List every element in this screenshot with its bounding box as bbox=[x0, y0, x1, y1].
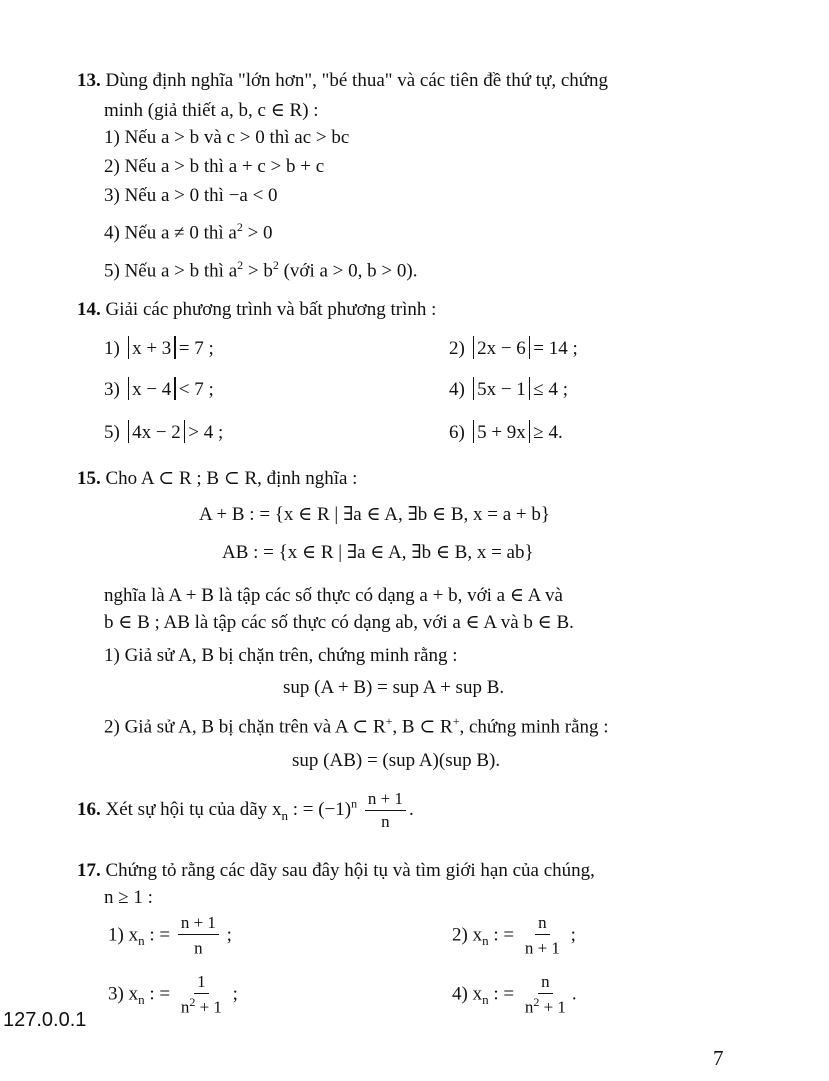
problem-17-seq-3: 3) $x_n$ : = $\frac{1}{n^2 + 1}$ ; bbox=[108, 972, 238, 1017]
problem-14-eq-3: 3) x − 4 < 7 ; bbox=[104, 379, 214, 400]
url-watermark: 127.0.0.1 bbox=[3, 1009, 87, 1031]
problem-17-seq-1: 1) $x_n$ : = $\frac{n + 1}{n}$ ; bbox=[108, 913, 232, 958]
problem-15-formula-1: sup (A + B) = sup A + sup B. bbox=[283, 677, 505, 698]
problem-17-seq-2: 2) $x_n$ : = $\frac{n}{n + 1}$ ; bbox=[452, 913, 576, 958]
problem-13-item-4: 4) Nếu a ≠ 0 thì $a^2 > 0$ bbox=[104, 220, 273, 244]
problem-16-fraction: $\frac{n + 1}{n}$ bbox=[365, 790, 406, 831]
problem-14-eq-2: 2) 2x − 6 = 14 ; bbox=[449, 338, 578, 359]
problem-17-number: 17. bbox=[77, 860, 101, 881]
problem-13-item-3: 3) Nếu a > 0 thì −a < 0 bbox=[104, 185, 278, 206]
problem-15-formula-2: sup (AB) = (sup A)(sup B). bbox=[292, 750, 501, 771]
problem-14-eq-4: 4) 5x − 1 ≤ 4 ; bbox=[449, 379, 569, 400]
problem-15-number: 15. bbox=[77, 468, 101, 489]
problem-15-def-2: AB : = {x ∈ R | ∃a ∈ A, ∃b ∈ B, x = ab} bbox=[222, 542, 534, 563]
problem-13-number: 13. bbox=[77, 70, 101, 91]
problem-14-eq-5: 5) 4x − 2 > 4 ; bbox=[104, 422, 224, 443]
problem-14-number: 14. bbox=[77, 299, 101, 320]
problem-14-eq-1: 1) x + 3 = 7 ; bbox=[104, 338, 214, 359]
problem-15-text-2: b ∈ B ; AB là tập các số thực có dạng ab, với a ∈ A và b ∈ B. bbox=[104, 612, 574, 633]
problem-14-eq-6: 6) 5 + 9x ≥ 4. bbox=[449, 422, 563, 443]
problem-16-number: 16. bbox=[77, 799, 101, 821]
problem-15-line-1 bbox=[77, 467, 357, 490]
problem-14-line-1 bbox=[77, 299, 436, 321]
problem-15-def-1: A + B : = {x ∈ R | ∃a ∈ A, ∃b ∈ B, x = a + b} bbox=[199, 504, 550, 525]
problem-17-intro-2: n ≥ 1 : bbox=[104, 887, 153, 908]
problem-17-line-1: 17. Chứng tỏ rằng các dãy sau đây hội tụ và tìm giới hạn của chúng, bbox=[77, 860, 595, 881]
page-number: 7 bbox=[713, 1046, 724, 1070]
problem-15-part-2: 2) Giả sử A, B bị chặn trên và A ⊂ R+, B ⊂ R+, chứng minh rằng : bbox=[104, 714, 609, 738]
problem-13-item-5: 5) Nếu a > b thì $a^2 > b^2$ (với a > 0, b > 0). bbox=[104, 258, 418, 282]
problem-17-seq-4: 4) $x_n$ : = $\frac{n}{n^2 + 1}$ . bbox=[452, 972, 577, 1017]
problem-16-line: 16. Xét sự hội tụ của dãy $x_n$ : = $(-1)^n$ $\frac{n + 1}{n}$ . bbox=[77, 789, 414, 831]
problem-15-part-1: 1) Giả sử A, B bị chặn trên, chứng minh rằng : bbox=[104, 645, 458, 666]
problem-13-item-1: 1) Nếu a > b và c > 0 thì ac > bc bbox=[104, 127, 350, 148]
problem-13-line-1 bbox=[77, 70, 608, 92]
problem-13-intro: Dùng định nghĩa "lớn hơn", "bé thua" và các tiên đề thứ tự, chứng bbox=[105, 70, 609, 91]
problem-15-intro: Cho A ⊂ R ; B ⊂ R, định nghĩa : bbox=[105, 468, 358, 489]
problem-14-intro: Giải các phương trình và bất phương trình : bbox=[105, 299, 437, 320]
problem-13-intro-2: minh (giả thiết a, b, c ∈ R) : bbox=[104, 100, 319, 121]
problem-15-text-1: nghĩa là A + B là tập các số thực có dạng a + b, với a ∈ A và bbox=[104, 585, 563, 606]
problem-13-item-2: 2) Nếu a > b thì a + c > b + c bbox=[104, 156, 325, 177]
